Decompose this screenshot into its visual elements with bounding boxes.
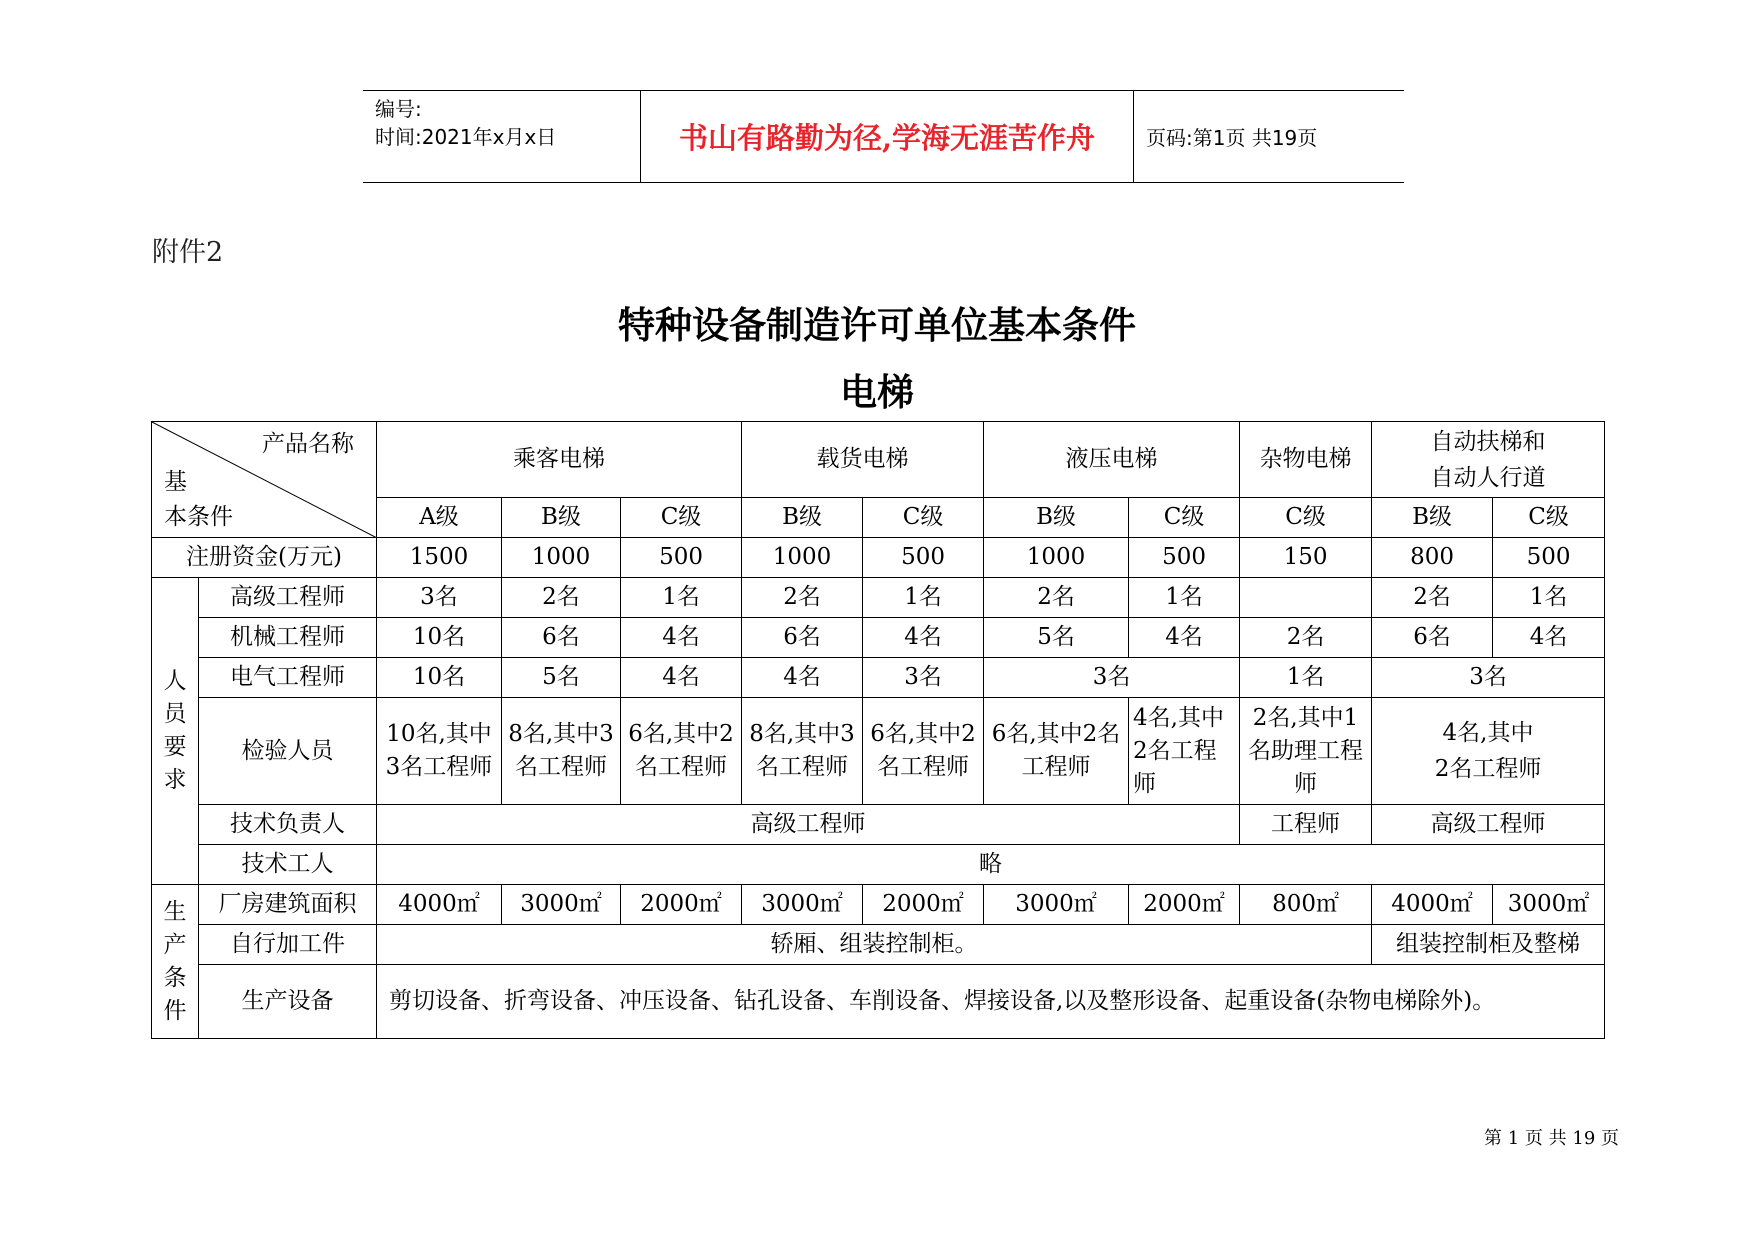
value-cell: 4名 bbox=[1129, 618, 1240, 658]
product-header: 载货电梯 bbox=[742, 422, 984, 498]
grade-cell: B级 bbox=[502, 498, 621, 538]
grade-cell: C级 bbox=[621, 498, 742, 538]
value-cell: 1名 bbox=[863, 578, 984, 618]
capital-cell: 150 bbox=[1240, 538, 1372, 578]
area-cell: 2000㎡ bbox=[1129, 885, 1240, 925]
value-cell: 4名 bbox=[621, 658, 742, 698]
value-cell: 高级工程师 bbox=[377, 805, 1240, 845]
table-row-tech-lead bbox=[152, 805, 1605, 845]
header-page-label: 页码:第1页 共19页 bbox=[1146, 126, 1318, 150]
value-cell: 2名 bbox=[1372, 578, 1493, 618]
area-cell: 3000㎡ bbox=[742, 885, 863, 925]
value-cell: 轿厢、组装控制柜。 bbox=[377, 925, 1372, 965]
area-cell: 4000㎡ bbox=[377, 885, 502, 925]
production-group-label: 生 产 条 件 bbox=[152, 885, 199, 1039]
value-cell: 6名 bbox=[1372, 618, 1493, 658]
value-cell: 5名 bbox=[502, 658, 621, 698]
inspector-cell: 8名,其中3名工程师 bbox=[742, 698, 863, 805]
table-row-elec-engineer bbox=[152, 658, 1605, 698]
product-header: 乘客电梯 bbox=[377, 422, 742, 498]
value-cell: 6名 bbox=[742, 618, 863, 658]
value-cell: 4名 bbox=[863, 618, 984, 658]
row-label: 注册资金(万元) bbox=[152, 538, 377, 578]
value-cell: 3名 bbox=[377, 578, 502, 618]
corner-top-label: 产品名称 bbox=[262, 431, 354, 457]
value-cell: 1名 bbox=[1240, 658, 1372, 698]
table-row-capital bbox=[152, 538, 1605, 578]
value-cell: 3名 bbox=[863, 658, 984, 698]
inspector-cell: 4名,其中 2名工程师 bbox=[1372, 698, 1605, 805]
time-label: 时间:2021年x月x日 bbox=[375, 125, 557, 149]
value-cell: 略 bbox=[377, 845, 1605, 885]
page-title: 特种设备制造许可单位基本条件 bbox=[618, 303, 1136, 347]
value-cell: 10名 bbox=[377, 658, 502, 698]
value-cell: 3名 bbox=[984, 658, 1240, 698]
row-label: 自行加工件 bbox=[199, 925, 377, 965]
value-cell: 6名 bbox=[502, 618, 621, 658]
row-label: 机械工程师 bbox=[199, 618, 377, 658]
page-footer: 第 1 页 共 19 页 bbox=[1484, 1128, 1619, 1149]
grade-cell: C级 bbox=[1129, 498, 1240, 538]
value-cell: 2名 bbox=[984, 578, 1129, 618]
inspector-cell: 8名,其中3名工程师 bbox=[502, 698, 621, 805]
table-row-equipment bbox=[152, 965, 1605, 1039]
capital-cell: 1000 bbox=[742, 538, 863, 578]
row-label: 技术工人 bbox=[199, 845, 377, 885]
grade-cell: C级 bbox=[1240, 498, 1372, 538]
document-header bbox=[363, 90, 1404, 183]
inspector-cell: 6名,其中2名工程师 bbox=[621, 698, 742, 805]
value-cell: 5名 bbox=[984, 618, 1129, 658]
conditions-table bbox=[151, 421, 1605, 1039]
row-label: 检验人员 bbox=[199, 698, 377, 805]
table-row-products bbox=[152, 422, 1605, 498]
personnel-group-label: 人 员 要 求 bbox=[152, 578, 199, 885]
area-cell: 2000㎡ bbox=[863, 885, 984, 925]
value-cell: 4名 bbox=[1493, 618, 1605, 658]
inspector-cell: 4名,其中2名工程师 bbox=[1129, 698, 1240, 805]
grade-cell: C级 bbox=[863, 498, 984, 538]
corner-bottom-label: 本条件 bbox=[164, 504, 233, 530]
product-header: 液压电梯 bbox=[984, 422, 1240, 498]
area-cell: 3000㎡ bbox=[502, 885, 621, 925]
capital-cell: 800 bbox=[1372, 538, 1493, 578]
capital-cell: 500 bbox=[863, 538, 984, 578]
corner-mid-label: 基 bbox=[164, 469, 187, 495]
table-row-tech-worker bbox=[152, 845, 1605, 885]
value-cell: 组装控制柜及整梯 bbox=[1372, 925, 1605, 965]
area-cell: 3000㎡ bbox=[984, 885, 1129, 925]
row-label: 生产设备 bbox=[199, 965, 377, 1039]
product-header: 杂物电梯 bbox=[1240, 422, 1372, 498]
equipment-cell: 剪切设备、折弯设备、冲压设备、钻孔设备、车削设备、焊接设备,以及整形设备、起重设备(杂物电梯除外)。 bbox=[377, 965, 1605, 1039]
value-cell: 1名 bbox=[1129, 578, 1240, 618]
grade-cell: B级 bbox=[742, 498, 863, 538]
row-label: 电气工程师 bbox=[199, 658, 377, 698]
header-meta bbox=[363, 91, 641, 182]
row-label: 高级工程师 bbox=[199, 578, 377, 618]
value-cell: 2名 bbox=[1240, 618, 1372, 658]
header-motto: 书山有路勤为径,学海无涯苦作舟 bbox=[641, 91, 1134, 182]
area-cell: 800㎡ bbox=[1240, 885, 1372, 925]
value-cell: 2名 bbox=[742, 578, 863, 618]
inspector-cell: 10名,其中3名工程师 bbox=[377, 698, 502, 805]
grade-cell: B级 bbox=[1372, 498, 1493, 538]
product-header: 自动扶梯和 自动人行道 bbox=[1372, 422, 1605, 498]
value-cell: 10名 bbox=[377, 618, 502, 658]
area-cell: 3000㎡ bbox=[1493, 885, 1605, 925]
area-cell: 2000㎡ bbox=[621, 885, 742, 925]
grade-cell: A级 bbox=[377, 498, 502, 538]
capital-cell: 1000 bbox=[984, 538, 1129, 578]
capital-cell: 500 bbox=[1493, 538, 1605, 578]
row-label: 厂房建筑面积 bbox=[199, 885, 377, 925]
value-cell: 4名 bbox=[621, 618, 742, 658]
capital-cell: 1000 bbox=[502, 538, 621, 578]
table-row-inspector bbox=[152, 698, 1605, 805]
corner-cell bbox=[152, 422, 377, 538]
value-cell: 工程师 bbox=[1240, 805, 1372, 845]
value-cell: 1名 bbox=[1493, 578, 1605, 618]
table-row-mech-engineer bbox=[152, 618, 1605, 658]
number-label: 编号: bbox=[375, 97, 422, 121]
value-cell: 高级工程师 bbox=[1372, 805, 1605, 845]
capital-cell: 500 bbox=[1129, 538, 1240, 578]
grade-cell: B级 bbox=[984, 498, 1129, 538]
capital-cell: 1500 bbox=[377, 538, 502, 578]
inspector-cell: 2名,其中1名助理工程师 bbox=[1240, 698, 1372, 805]
value-cell bbox=[1240, 578, 1372, 618]
value-cell: 1名 bbox=[621, 578, 742, 618]
inspector-cell: 6名,其中2名工程师 bbox=[863, 698, 984, 805]
grade-cell: C级 bbox=[1493, 498, 1605, 538]
value-cell: 4名 bbox=[742, 658, 863, 698]
table-row-senior-engineer bbox=[152, 578, 1605, 618]
row-label: 技术负责人 bbox=[199, 805, 377, 845]
attachment-label: 附件2 bbox=[152, 237, 224, 268]
table-row-self-made bbox=[152, 925, 1605, 965]
value-cell: 2名 bbox=[502, 578, 621, 618]
value-cell: 3名 bbox=[1372, 658, 1605, 698]
area-cell: 4000㎡ bbox=[1372, 885, 1493, 925]
capital-cell: 500 bbox=[621, 538, 742, 578]
inspector-cell: 6名,其中2名工程师 bbox=[984, 698, 1129, 805]
table-row-plant-area bbox=[152, 885, 1605, 925]
page-subtitle: 电梯 bbox=[840, 370, 914, 414]
